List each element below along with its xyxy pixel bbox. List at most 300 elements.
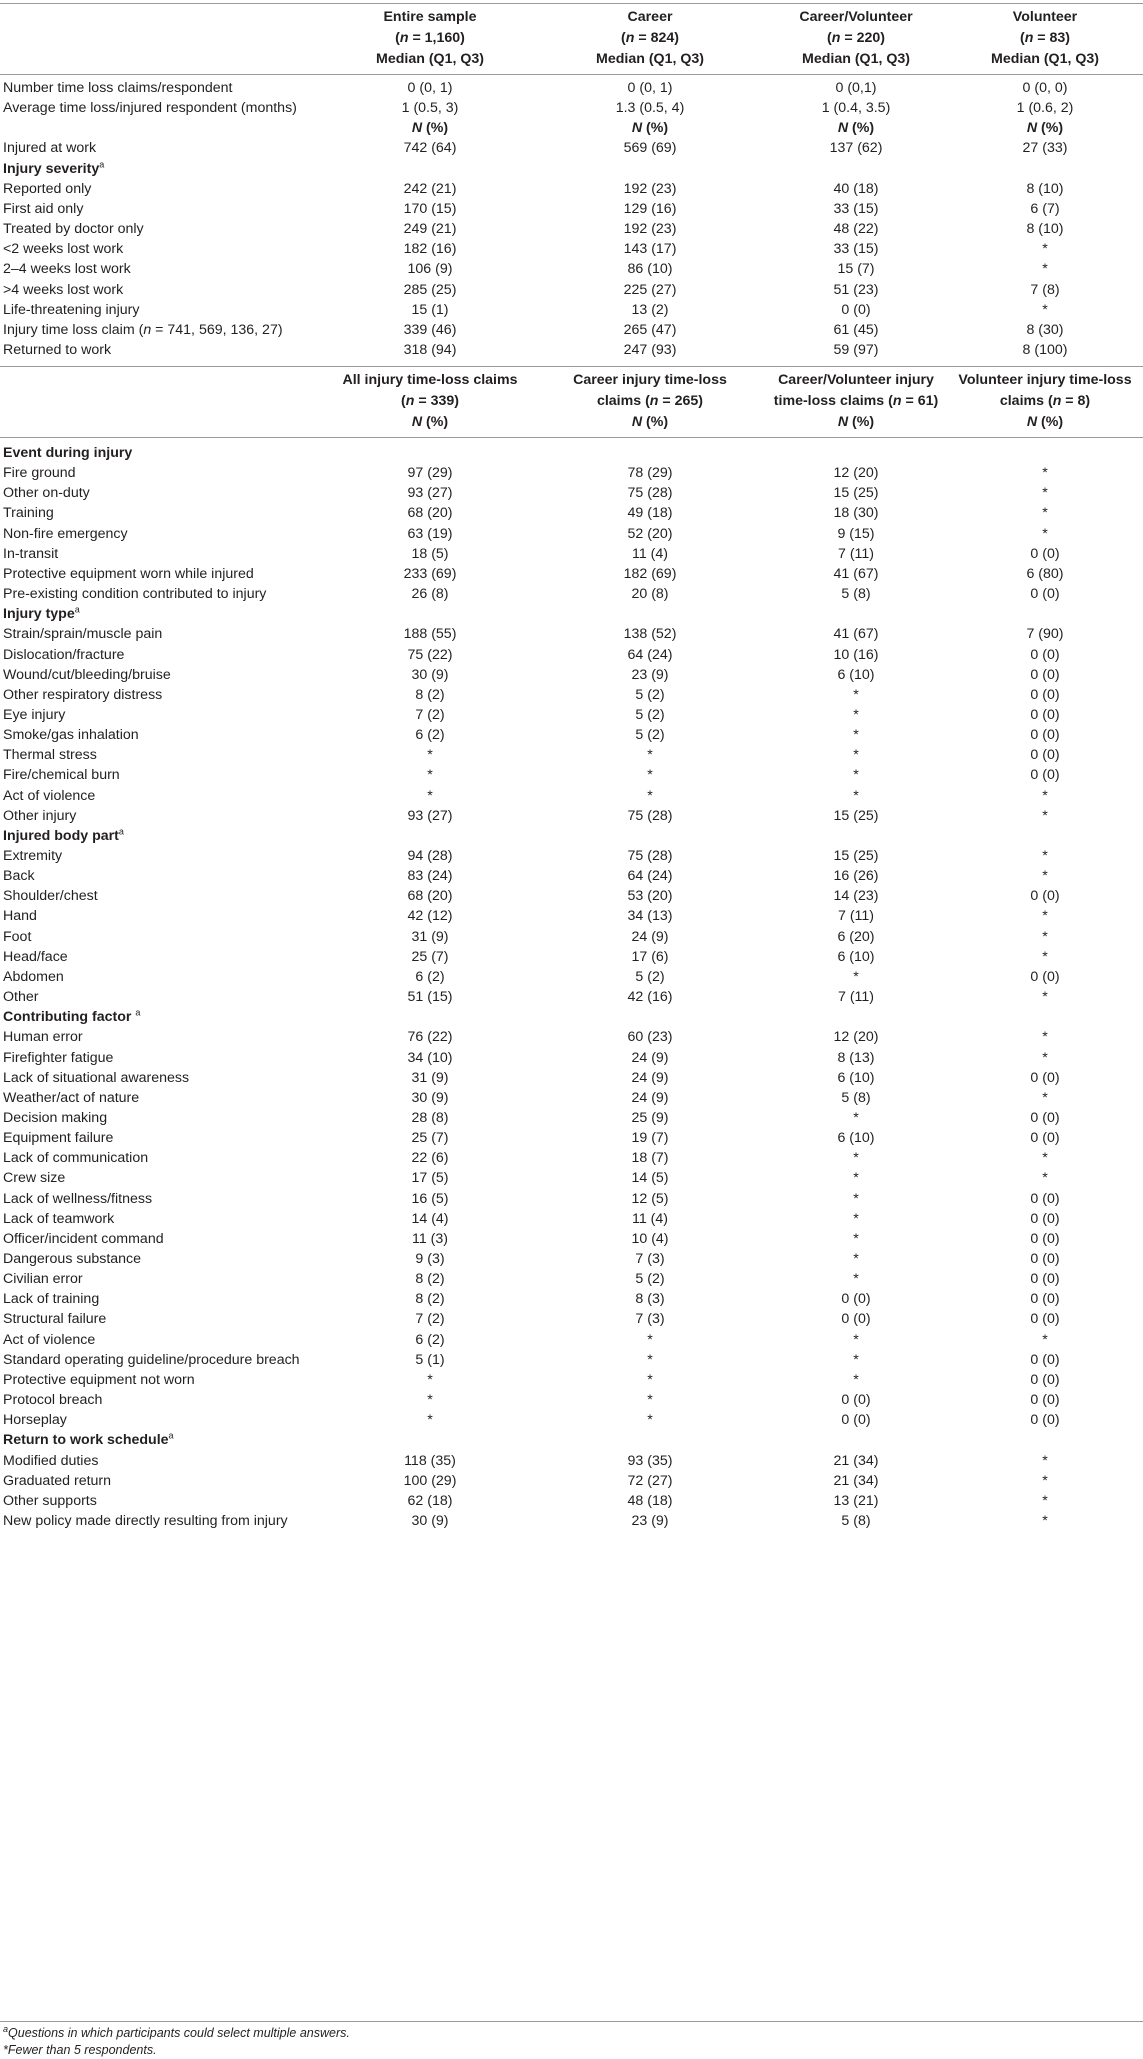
value-cell: 1 (0.4, 3.5) xyxy=(821,100,891,116)
value-cell: 0 (0) xyxy=(1030,1291,1060,1307)
value-cell: 15 (1) xyxy=(411,302,449,318)
value-cell: 339 (46) xyxy=(403,322,457,338)
value-cell: 18 (30) xyxy=(833,505,879,521)
column-header: Career/Volunteer (n = 220) Median (Q1, Q3) xyxy=(799,9,913,67)
value-cell: * xyxy=(853,1251,859,1267)
value-cell: 0 (0) xyxy=(1030,687,1060,703)
value-cell: * xyxy=(647,747,653,763)
value-cell: * xyxy=(1042,908,1048,924)
value-cell: 49 (18) xyxy=(627,505,673,521)
value-cell: 5 (2) xyxy=(635,1271,665,1287)
value-cell: 26 (8) xyxy=(411,586,449,602)
value-cell: * xyxy=(853,1211,859,1227)
column-header: All injury time-loss claims (n = 339) N (%) xyxy=(342,372,518,430)
value-cell: * xyxy=(1042,1050,1048,1066)
value-cell: * xyxy=(1042,1453,1048,1469)
value-cell: 12 (20) xyxy=(833,465,879,481)
value-cell: 5 (8) xyxy=(841,1513,871,1529)
value-cell: 11 (4) xyxy=(631,1211,668,1227)
row-label: Crew size xyxy=(3,1170,66,1186)
value-cell: * xyxy=(853,1150,859,1166)
value-cell: 170 (15) xyxy=(403,201,457,217)
table-top-rule xyxy=(0,3,1143,4)
row-label: In-transit xyxy=(3,546,59,562)
value-cell: 62 (18) xyxy=(407,1493,453,1509)
value-cell: 93 (35) xyxy=(627,1453,673,1469)
value-cell: * xyxy=(647,1332,653,1348)
row-label: Equipment failure xyxy=(3,1130,114,1146)
value-cell: * xyxy=(1042,1150,1048,1166)
value-cell: 33 (15) xyxy=(833,241,879,257)
value-cell: 30 (9) xyxy=(411,1513,449,1529)
value-cell: * xyxy=(1042,989,1048,1005)
value-cell: 9 (3) xyxy=(415,1251,445,1267)
value-cell: * xyxy=(647,1412,653,1428)
value-cell: 138 (52) xyxy=(623,626,677,642)
value-cell: 0 (0) xyxy=(841,1412,871,1428)
value-cell: 233 (69) xyxy=(403,566,457,582)
value-cell: 0 (0) xyxy=(1030,546,1060,562)
value-cell: 0 (0, 1) xyxy=(627,80,673,96)
value-cell: * xyxy=(427,747,433,763)
row-label: <2 weeks lost work xyxy=(3,241,124,257)
row-label: Smoke/gas inhalation xyxy=(3,727,139,743)
value-cell: 6 (10) xyxy=(837,667,875,683)
value-cell: 14 (4) xyxy=(411,1211,449,1227)
row-label: Other respiratory distress xyxy=(3,687,163,703)
value-cell: * xyxy=(427,1412,433,1428)
value-cell: 0 (0) xyxy=(841,1291,871,1307)
value-cell: 0 (0, 1) xyxy=(407,80,453,96)
row-label: Eye injury xyxy=(3,707,66,723)
value-cell: * xyxy=(1042,1029,1048,1045)
value-cell: 192 (23) xyxy=(623,181,677,197)
value-cell: * xyxy=(853,727,859,743)
value-cell: 64 (24) xyxy=(627,647,673,663)
table-row xyxy=(0,1508,1143,1534)
value-cell: * xyxy=(853,1332,859,1348)
value-cell: 61 (45) xyxy=(833,322,879,338)
value-cell: 40 (18) xyxy=(833,181,879,197)
row-label: Lack of training xyxy=(3,1291,100,1307)
value-cell: 31 (9) xyxy=(411,1070,449,1086)
value-cell: 97 (29) xyxy=(407,465,453,481)
value-cell: 8 (3) xyxy=(635,1291,665,1307)
value-cell: 10 (4) xyxy=(631,1231,669,1247)
row-label: Pre-existing condition contributed to injury xyxy=(3,586,267,602)
value-cell: 0 (0) xyxy=(1030,1352,1060,1368)
value-cell: * xyxy=(1042,1493,1048,1509)
value-cell: 6 (80) xyxy=(1026,566,1064,582)
row-label: First aid only xyxy=(3,201,84,217)
row-label: Average time loss/injured respondent (months) xyxy=(3,100,297,116)
value-cell: 0 (0) xyxy=(841,1311,871,1327)
value-cell: 53 (20) xyxy=(627,888,673,904)
value-cell: 0 (0) xyxy=(1030,586,1060,602)
row-label: Other on-duty xyxy=(3,485,90,501)
value-cell: * xyxy=(1042,1090,1048,1106)
row-label: Thermal stress xyxy=(3,747,97,763)
value-cell: 14 (23) xyxy=(833,888,879,904)
value-cell: 93 (27) xyxy=(407,485,453,501)
section-divider-rule xyxy=(0,366,1143,367)
column-header: Entire sample (n = 1,160) Median (Q1, Q3) xyxy=(376,9,484,67)
value-cell: * xyxy=(427,1392,433,1408)
value-cell: 7 (11) xyxy=(837,908,874,924)
value-cell: 8 (2) xyxy=(415,1271,445,1287)
value-cell: 25 (7) xyxy=(411,1130,449,1146)
row-label: Foot xyxy=(3,929,32,945)
value-cell: 0 (0) xyxy=(1030,969,1060,985)
value-cell: 59 (97) xyxy=(833,342,879,358)
value-cell: * xyxy=(853,969,859,985)
row-label: Act of violence xyxy=(3,788,96,804)
value-cell: 182 (69) xyxy=(623,566,677,582)
value-cell: 68 (20) xyxy=(407,505,453,521)
stat-header-cell: N (%) xyxy=(411,120,449,136)
value-cell: * xyxy=(1042,848,1048,864)
value-cell: * xyxy=(1042,261,1048,277)
value-cell: * xyxy=(427,1372,433,1388)
value-cell: 5 (8) xyxy=(841,1090,871,1106)
value-cell: 22 (6) xyxy=(411,1150,449,1166)
value-cell: 6 (2) xyxy=(415,727,445,743)
value-cell: * xyxy=(647,788,653,804)
value-cell: * xyxy=(1042,465,1048,481)
value-cell: 28 (8) xyxy=(411,1110,449,1126)
value-cell: 41 (67) xyxy=(833,626,879,642)
value-cell: 285 (25) xyxy=(403,282,457,298)
value-cell: 23 (9) xyxy=(631,667,669,683)
row-label: Decision making xyxy=(3,1110,108,1126)
value-cell: 34 (10) xyxy=(407,1050,453,1066)
value-cell: * xyxy=(853,1372,859,1388)
value-cell: 15 (7) xyxy=(837,261,875,277)
value-cell: * xyxy=(647,1392,653,1408)
value-cell: 83 (24) xyxy=(407,868,453,884)
stat-header-cell: N (%) xyxy=(631,120,669,136)
value-cell: 48 (22) xyxy=(833,221,879,237)
section-label: Injury severity$^a$ xyxy=(3,159,105,177)
value-cell: 18 (7) xyxy=(631,1150,669,1166)
value-cell: * xyxy=(1042,1473,1048,1489)
header-rule xyxy=(0,437,1143,438)
value-cell: 68 (20) xyxy=(407,888,453,904)
value-cell: * xyxy=(853,1231,859,1247)
value-cell: 16 (26) xyxy=(833,868,879,884)
value-cell: 182 (16) xyxy=(403,241,457,257)
value-cell: 106 (9) xyxy=(407,261,453,277)
value-cell: 118 (35) xyxy=(404,1453,456,1469)
value-cell: 6 (10) xyxy=(837,1070,875,1086)
value-cell: 137 (62) xyxy=(829,140,883,156)
value-cell: 8 (13) xyxy=(837,1050,875,1066)
value-cell: 15 (25) xyxy=(833,808,879,824)
value-cell: * xyxy=(1042,1170,1048,1186)
value-cell: 143 (17) xyxy=(623,241,677,257)
value-cell: * xyxy=(427,767,433,783)
row-label: Lack of wellness/fitness xyxy=(3,1191,153,1207)
value-cell: * xyxy=(853,707,859,723)
value-cell: 75 (28) xyxy=(627,485,673,501)
value-cell: 265 (47) xyxy=(623,322,677,338)
value-cell: 0 (0, 0) xyxy=(1022,80,1068,96)
value-cell: 34 (13) xyxy=(627,908,673,924)
value-cell: 0 (0) xyxy=(1030,1412,1060,1428)
row-label: Other xyxy=(3,989,39,1005)
row-label: Graduated return xyxy=(3,1473,112,1489)
value-cell: 0 (0) xyxy=(1030,647,1060,663)
value-cell: 23 (9) xyxy=(631,1513,669,1529)
row-label: Fire/chemical burn xyxy=(3,767,120,783)
row-label: Training xyxy=(3,505,54,521)
value-cell: * xyxy=(853,1352,859,1368)
row-label: Shoulder/chest xyxy=(3,888,98,904)
value-cell: 5 (8) xyxy=(841,586,871,602)
row-label: New policy made directly resulting from injury xyxy=(3,1513,288,1529)
column-header: Volunteer injury time-loss claims (n = 8) N (%) xyxy=(958,372,1132,430)
value-cell: 5 (2) xyxy=(635,707,665,723)
row-label: Fire ground xyxy=(3,465,76,481)
value-cell: 1.3 (0.5, 4) xyxy=(615,100,685,116)
value-cell: 225 (27) xyxy=(623,282,677,298)
row-label: Returned to work xyxy=(3,342,112,358)
value-cell: 72 (27) xyxy=(627,1473,673,1489)
value-cell: 31 (9) xyxy=(411,929,449,945)
value-cell: 86 (10) xyxy=(627,261,673,277)
value-cell: 192 (23) xyxy=(623,221,677,237)
value-cell: 0 (0) xyxy=(1030,1392,1060,1408)
row-label: Treated by doctor only xyxy=(3,221,144,237)
value-cell: 33 (15) xyxy=(833,201,879,217)
value-cell: * xyxy=(1042,868,1048,884)
value-cell: 8 (100) xyxy=(1022,342,1068,358)
value-cell: 63 (19) xyxy=(407,526,453,542)
value-cell: * xyxy=(1042,1513,1048,1529)
value-cell: * xyxy=(853,1170,859,1186)
value-cell: 76 (22) xyxy=(407,1029,453,1045)
value-cell: 78 (29) xyxy=(627,465,673,481)
value-cell: 0 (0) xyxy=(1030,888,1060,904)
value-cell: 6 (2) xyxy=(415,969,445,985)
value-cell: 75 (28) xyxy=(627,848,673,864)
value-cell: 15 (25) xyxy=(833,485,879,501)
value-cell: 0 (0) xyxy=(1030,1211,1060,1227)
value-cell: 0 (0) xyxy=(1030,1070,1060,1086)
value-cell: 318 (94) xyxy=(403,342,457,358)
value-cell: 94 (28) xyxy=(407,848,453,864)
value-cell: 1 (0.5, 3) xyxy=(401,100,459,116)
row-label: Head/face xyxy=(3,949,68,965)
value-cell: * xyxy=(647,1352,653,1368)
value-cell: 0 (0) xyxy=(1030,1191,1060,1207)
value-cell: * xyxy=(1042,241,1048,257)
stat-header-cell: N (%) xyxy=(1026,120,1064,136)
row-label: Lack of teamwork xyxy=(3,1211,115,1227)
row-label: Standard operating guideline/procedure breach xyxy=(3,1352,300,1368)
value-cell: 0 (0) xyxy=(1030,747,1060,763)
value-cell: 249 (21) xyxy=(403,221,457,237)
row-label: Strain/sprain/muscle pain xyxy=(3,626,163,642)
value-cell: 6 (10) xyxy=(837,1130,875,1146)
value-cell: 6 (2) xyxy=(415,1332,445,1348)
row-label: 2–4 weeks lost work xyxy=(3,261,131,277)
value-cell: 0 (0) xyxy=(1030,1311,1060,1327)
value-cell: 17 (6) xyxy=(631,949,669,965)
value-cell: 75 (28) xyxy=(627,808,673,824)
row-label: Reported only xyxy=(3,181,92,197)
value-cell: 24 (9) xyxy=(631,1090,669,1106)
row-label: Structural failure xyxy=(3,1311,107,1327)
value-cell: 0 (0) xyxy=(841,1392,871,1408)
value-cell: 52 (20) xyxy=(627,526,673,542)
value-cell: 20 (8) xyxy=(631,586,669,602)
value-cell: 5 (2) xyxy=(635,687,665,703)
section-label: Event during injury xyxy=(3,445,133,461)
value-cell: 21 (34) xyxy=(833,1473,879,1489)
value-cell: * xyxy=(647,1372,653,1388)
value-cell: 100 (29) xyxy=(403,1473,457,1489)
value-cell: * xyxy=(853,687,859,703)
row-label: Modified duties xyxy=(3,1453,99,1469)
row-label: Dangerous substance xyxy=(3,1251,142,1267)
value-cell: 569 (69) xyxy=(623,140,677,156)
row-label: Protective equipment not worn xyxy=(3,1372,195,1388)
footnote-marker: a xyxy=(135,1007,141,1018)
value-cell: 10 (16) xyxy=(833,647,879,663)
value-cell: 5 (2) xyxy=(635,727,665,743)
section-label: Injury type$^a$ xyxy=(3,604,80,622)
value-cell: * xyxy=(1042,808,1048,824)
value-cell: 12 (20) xyxy=(833,1029,879,1045)
value-cell: 75 (22) xyxy=(407,647,453,663)
value-cell: 25 (7) xyxy=(411,949,449,965)
row-label: Life-threatening injury xyxy=(3,302,140,318)
value-cell: 5 (2) xyxy=(635,969,665,985)
value-cell: * xyxy=(853,1191,859,1207)
value-cell: 7 (2) xyxy=(415,707,445,723)
value-cell: 7 (90) xyxy=(1026,626,1064,642)
footnote-rule xyxy=(0,2021,1143,2022)
value-cell: 19 (7) xyxy=(631,1130,669,1146)
value-cell: 64 (24) xyxy=(627,868,673,884)
footnote-marker: a xyxy=(74,604,80,615)
row-label: Human error xyxy=(3,1029,83,1045)
row-label: Protocol breach xyxy=(3,1392,103,1408)
row-label: Hand xyxy=(3,908,37,924)
row-label: Civilian error xyxy=(3,1271,83,1287)
row-label: Abdomen xyxy=(3,969,64,985)
row-label: Firefighter fatigue xyxy=(3,1050,114,1066)
table-row xyxy=(0,337,1143,363)
value-cell: * xyxy=(1042,485,1048,501)
value-cell: 0 (0) xyxy=(1030,727,1060,743)
section-label: Return to work schedule$^a$ xyxy=(3,1430,174,1448)
value-cell: * xyxy=(853,767,859,783)
value-cell: 15 (25) xyxy=(833,848,879,864)
footnote-marker: a xyxy=(99,159,105,170)
value-cell: * xyxy=(427,788,433,804)
value-cell: 0 (0) xyxy=(1030,1110,1060,1126)
footnote-a: $^a$Questions in which participants could select multiple answers. xyxy=(3,2023,350,2040)
row-label: Officer/incident command xyxy=(3,1231,164,1247)
value-cell: 14 (5) xyxy=(631,1170,669,1186)
value-cell: 18 (5) xyxy=(411,546,449,562)
value-cell: 6 (20) xyxy=(837,929,875,945)
value-cell: 7 (2) xyxy=(415,1311,445,1327)
row-label: Other injury xyxy=(3,808,77,824)
value-cell: * xyxy=(1042,949,1048,965)
value-cell: * xyxy=(1042,788,1048,804)
footnote-marker: a xyxy=(118,826,124,837)
value-cell: * xyxy=(853,788,859,804)
value-cell: * xyxy=(1042,929,1048,945)
row-label: Horseplay xyxy=(3,1412,67,1428)
value-cell: 24 (9) xyxy=(631,929,669,945)
value-cell: * xyxy=(853,1110,859,1126)
value-cell: 42 (12) xyxy=(407,908,453,924)
column-header: Volunteer (n = 83) Median (Q1, Q3) xyxy=(991,9,1099,67)
value-cell: 17 (5) xyxy=(411,1170,449,1186)
value-cell: 7 (3) xyxy=(635,1251,665,1267)
row-label: >4 weeks lost work xyxy=(3,282,124,298)
value-cell: * xyxy=(1042,526,1048,542)
value-cell: 7 (11) xyxy=(837,989,874,1005)
value-cell: 21 (34) xyxy=(833,1453,879,1469)
row-label: Protective equipment worn while injured xyxy=(3,566,254,582)
value-cell: * xyxy=(853,1271,859,1287)
value-cell: 6 (10) xyxy=(837,949,875,965)
row-label: Weather/act of nature xyxy=(3,1090,140,1106)
value-cell: 6 (7) xyxy=(1030,201,1060,217)
row-label: Lack of communication xyxy=(3,1150,149,1166)
value-cell: 12 (5) xyxy=(631,1191,669,1207)
value-cell: 60 (23) xyxy=(627,1029,673,1045)
value-cell: 188 (55) xyxy=(403,626,457,642)
stat-header-cell: N (%) xyxy=(837,120,875,136)
value-cell: 8 (30) xyxy=(1026,322,1064,338)
footnote-marker: a xyxy=(168,1430,174,1441)
row-label: Wound/cut/bleeding/bruise xyxy=(3,667,171,683)
value-cell: 7 (3) xyxy=(635,1311,665,1327)
value-cell: 13 (21) xyxy=(833,1493,879,1509)
row-label: Act of violence xyxy=(3,1332,96,1348)
value-cell: 1 (0.6, 2) xyxy=(1016,100,1074,116)
value-cell: * xyxy=(853,747,859,763)
value-cell: 0 (0) xyxy=(1030,667,1060,683)
value-cell: 11 (4) xyxy=(631,546,668,562)
value-cell: 7 (8) xyxy=(1030,282,1060,298)
section-label: Injured body part$^a$ xyxy=(3,826,124,844)
value-cell: * xyxy=(1042,1332,1048,1348)
value-cell: 25 (9) xyxy=(631,1110,669,1126)
value-cell: 242 (21) xyxy=(403,181,457,197)
value-cell: 41 (67) xyxy=(833,566,879,582)
value-cell: 42 (16) xyxy=(627,989,673,1005)
row-label: Back xyxy=(3,868,35,884)
value-cell: 30 (9) xyxy=(411,667,449,683)
value-cell: 0 (0) xyxy=(1030,767,1060,783)
value-cell: 0 (0) xyxy=(1030,1271,1060,1287)
value-cell: 27 (33) xyxy=(1022,140,1068,156)
row-label: Injured at work xyxy=(3,140,97,156)
value-cell: 7 (11) xyxy=(837,546,874,562)
value-cell: 0 (0) xyxy=(1030,1130,1060,1146)
value-cell: 8 (10) xyxy=(1026,221,1064,237)
value-cell: 51 (23) xyxy=(833,282,879,298)
value-cell: 247 (93) xyxy=(623,342,677,358)
value-cell: 48 (18) xyxy=(627,1493,673,1509)
